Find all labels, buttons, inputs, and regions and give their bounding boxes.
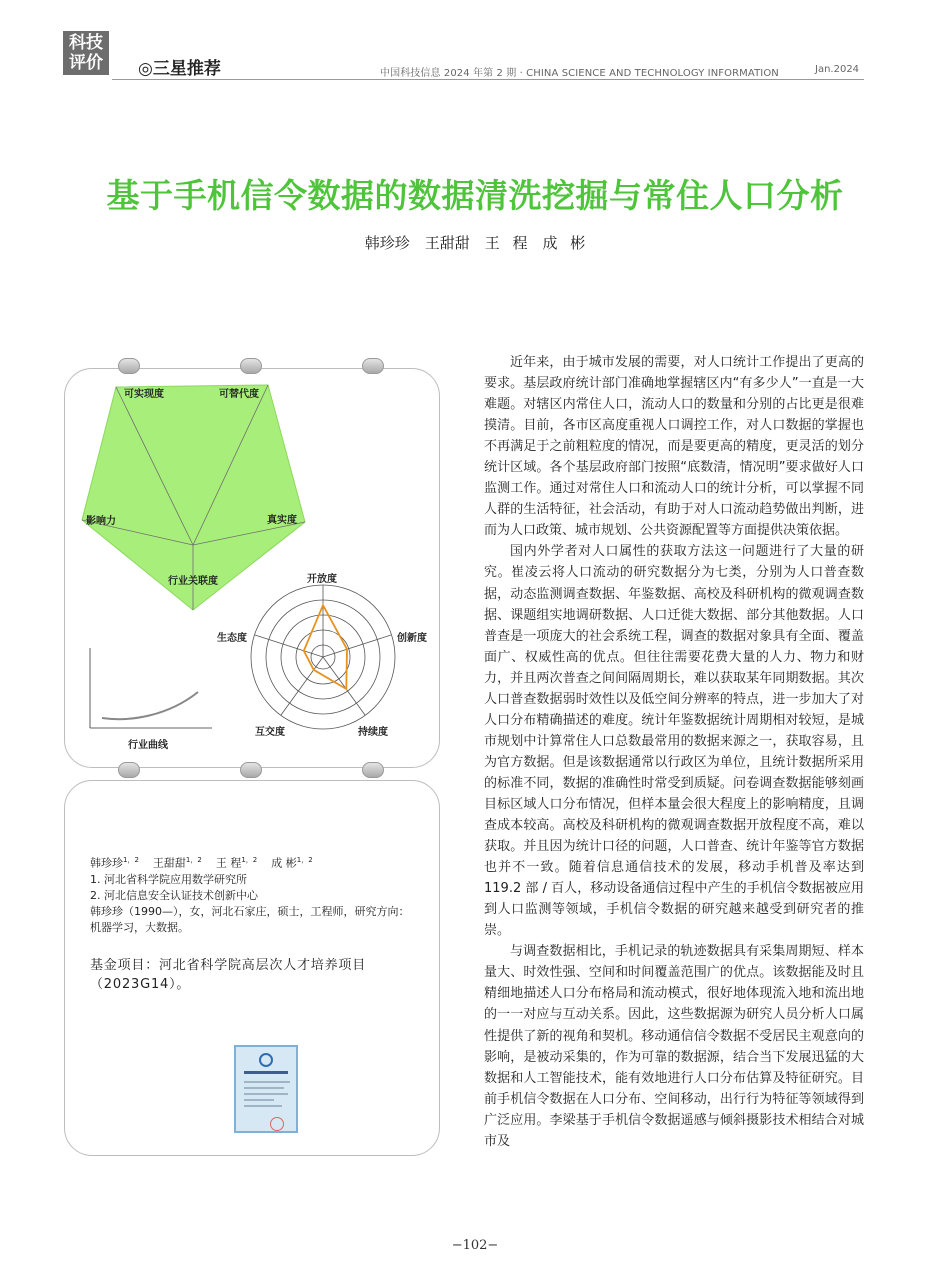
- radar-label: 生态度: [217, 633, 247, 644]
- journal-info: 中国科技信息 2024 年第 2 期 · CHINA SCIENCE AND TECHNOLOGY INFORMATION: [380, 68, 779, 79]
- body-paragraph: 国内外学者对人口属性的获取方法这一问题进行了大量的研究。崔凌云将人口流动的研究数据分为七类，分别为人口普查数据，动态监测调查数据、年鉴数据、高校及科研机构的微观调查数据、课题组实地调研数据、人口迁徙大数据、部分其他数据。人口普查是一项庞大的社会系统工程，调查的数据对象具有全面、覆盖面广、权威性高的优点。但往往需要花费大量的人力、物力和财力，并且两次普查之间间隔周期长，难以获取某年同期数据。其次人口普查数据弱时效性以及低空间分辨率的特点，进一步加大了对人口分布精确描述的难度。统计年鉴数据统计周期相对较短，是城市规划中计算常住人口总数最常用的数据来源之一，获取容易，且为官方数据。但是该数据通常以行政区为单位，且统计数据所采用的标准不同，数据的准确性时常受到质疑。问卷调查数据能够刻画目标区域人口分布情况，但样本量会很大程度上的影响精度，且调查成本较高。高校及科研机构的微观调查数据开放程度不高，难以获取。并且因为统计口径的问题，人口普查、统计年鉴等官方数据也并不一致。随着信息通信技术的发展，移动手机普及率达到 119.2 部 / 百人，移动设备通信过程中产生的手机信令数据被应用到人口监测等领域，手机信令数据的研究越来越受到研究者的推崇。: [484, 544, 864, 939]
- body-paragraph: 与调查数据相比，手机记录的轨迹数据具有采集周期短、样本量大、时效性强、空间和时间覆盖范围广的优点。该数据能及时且精细地描述人口分布格局和流动模式，很好地体现流入地和流出地的一一对应与互动关系。因此，这些数据源为研究人员分析人口属性提供了新的视角和契机。移动通信信令数据不受居民主观意向的影响，是被动采集的，作为可靠的数据源，结合当下发展迅猛的大数据和人工智能技术，能有效地进行人口分布估算及特征研究。目前手机信令数据在人口分布、空间移动，出行行为特征等领域得到广泛应用。李梁基于手机信令数据遥感与倾斜摄影技术相结合对城市及: [484, 944, 864, 1149]
- page-number: −102−: [451, 1238, 499, 1253]
- certificate-line: [244, 1093, 288, 1095]
- radar-spoke: [255, 635, 323, 657]
- pentagon-label: 可替代度: [219, 389, 259, 400]
- certificate-line: [244, 1105, 282, 1107]
- pentagon-label: 影响力: [86, 516, 116, 527]
- author-bio: 韩珍珍（1990—），女，河北石家庄，硕士，工程师，研究方向：机器学习，大数据。: [90, 904, 410, 934]
- industry-curve: [102, 692, 198, 719]
- pentagon-label: 可实现度: [124, 389, 164, 400]
- article-authors: 韩珍珍 王甜甜 王 程 成 彬: [364, 234, 586, 252]
- article-title: 基于手机信令数据的数据清洗挖掘与常住人口分析: [106, 176, 844, 215]
- affil-sup: 1，2: [185, 856, 202, 864]
- column-tag: ◎三星推荐: [138, 59, 221, 79]
- certificate-image: [234, 1045, 298, 1133]
- radar-label: 创新度: [397, 633, 427, 644]
- certificate-line: [244, 1087, 284, 1089]
- radar-label: 开放度: [307, 574, 337, 585]
- radar-spoke: [323, 635, 391, 657]
- certificate-emblem-icon: [259, 1053, 273, 1067]
- body-paragraph: 近年来，由于城市发展的需要，对人口统计工作提出了更高的要求。基层政府统计部门准确地掌握辖区内“有多少人”一直是一大难题。对辖区内常住人口，流动人口的数量和分别的占比更是很难摸清。目前，各市区高度重视人口调控工作，对人口数据的掌握也不再满足于之前粗粒度的情况，而是要更高的精度，更灵活的划分统计区域。各个基层政府部门按照“底数清，情况明”要求做好人口监测工作。通过对常住人口和流动人口的统计分析，可以掌握不同人群的生活特征，社会活动，有助于对人口流动趋势做出判断，进而为人口政策、城市规划、公共资源配置等方面提供决策依据。: [484, 355, 864, 539]
- pentagon-label: 真实度: [267, 515, 297, 526]
- curve-label: 行业曲线: [128, 740, 168, 751]
- author-name: 王 程: [215, 856, 242, 870]
- radar-spoke: [323, 657, 365, 715]
- logo-line-2: 评价: [69, 53, 103, 73]
- certificate-title-bar: [244, 1071, 288, 1074]
- radar-label: 互交度: [255, 727, 285, 738]
- certificate-stamp-icon: [270, 1117, 284, 1131]
- affil-sup: 1，2: [241, 856, 258, 864]
- author-name: 成 彬: [271, 856, 297, 870]
- fund-project: 基金项目：河北省科学院高层次人才培养项目（2023G14）。: [90, 958, 367, 992]
- author-name: 王甜甜: [152, 856, 186, 870]
- affiliation-2: 2. 河北信息安全认证技术创新中心: [90, 888, 258, 902]
- certificate-line: [244, 1081, 290, 1083]
- author-names-line: [90, 852, 420, 872]
- certificate-line: [244, 1099, 274, 1101]
- journal-date: Jan.2024: [815, 64, 860, 75]
- radar-data-polygon: [304, 605, 347, 689]
- pentagon-label: 行业关联度: [168, 576, 218, 587]
- affil-sup: 1，2: [123, 856, 139, 864]
- author-name: 韩珍珍: [90, 856, 123, 870]
- radar-label: 持续度: [358, 727, 388, 738]
- logo-line-1: 科技: [69, 33, 103, 53]
- affiliation-1: 1. 河北省科学院应用数学研究所: [90, 872, 247, 886]
- affil-sup: 1，2: [296, 856, 313, 864]
- radar-spoke: [281, 657, 323, 715]
- author-info-text: [90, 852, 420, 936]
- body-text: [484, 352, 864, 1152]
